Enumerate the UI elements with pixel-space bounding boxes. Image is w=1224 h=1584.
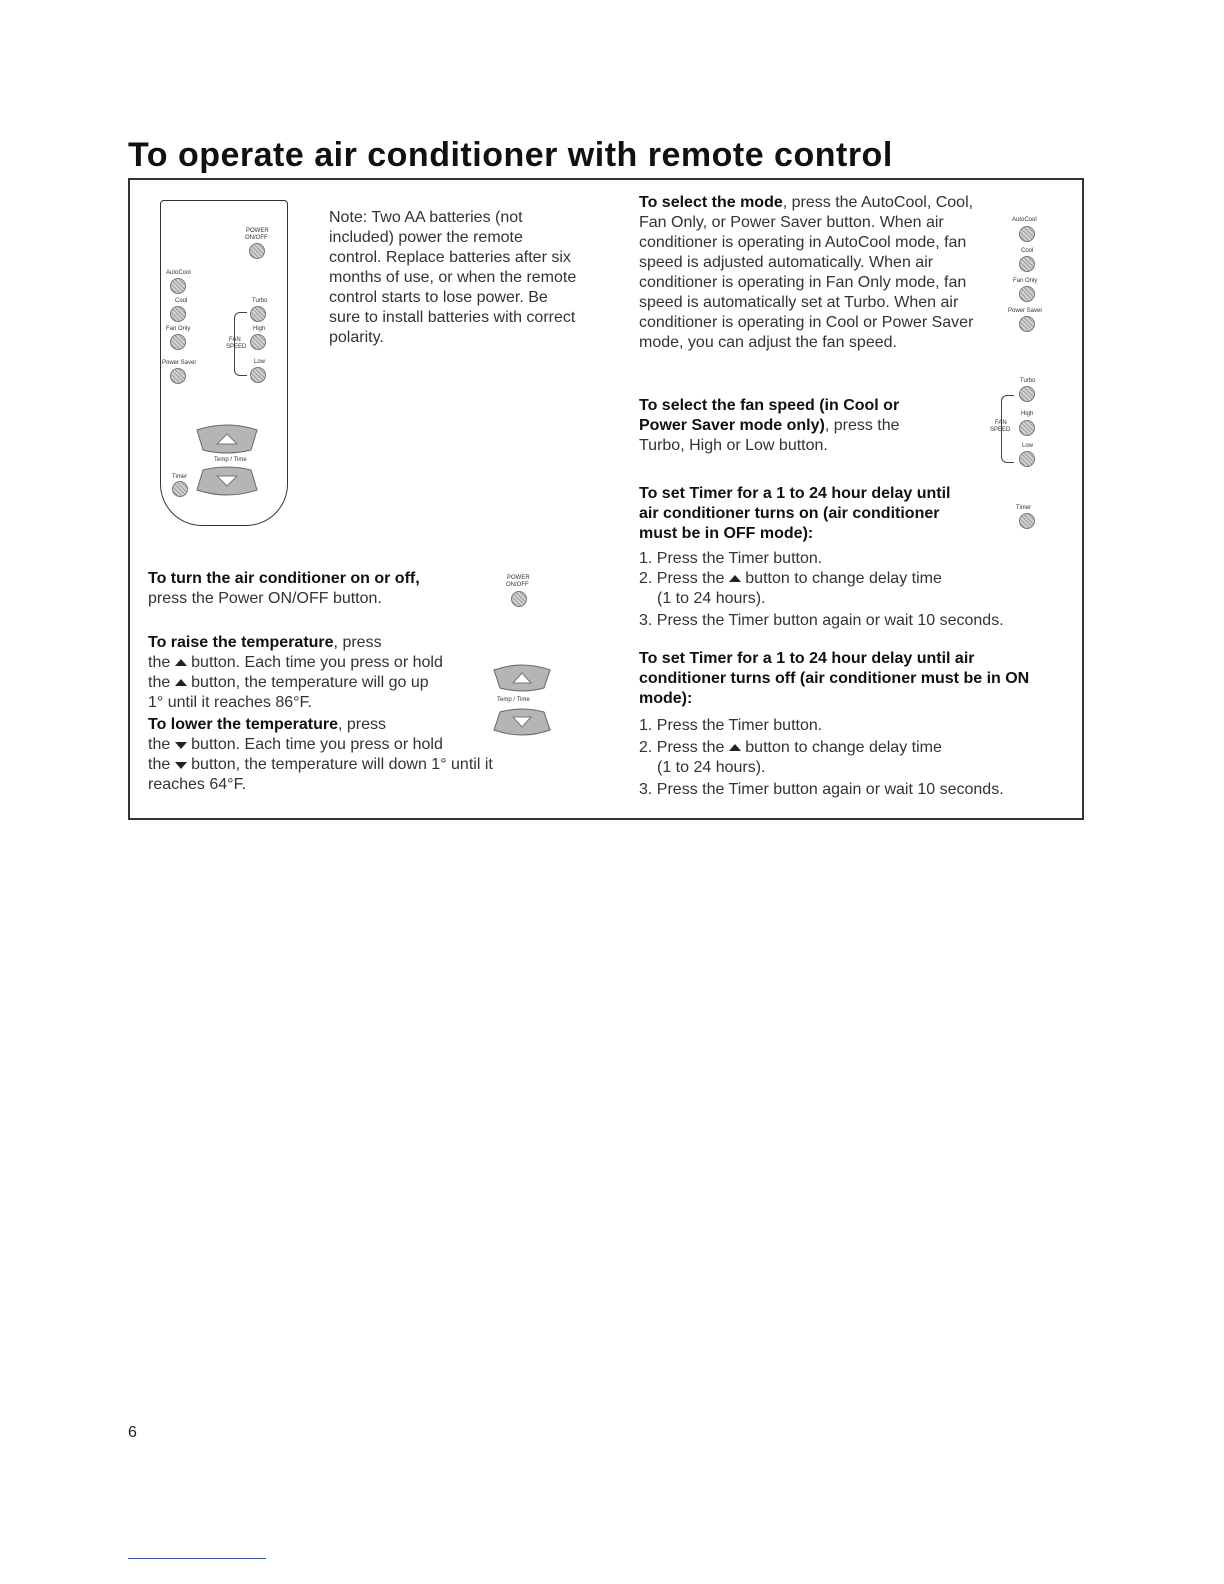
- remote-timer-button[interactable]: [172, 481, 188, 497]
- raise-line1: , press: [333, 634, 382, 651]
- fan-turbo-icon: [1019, 386, 1035, 402]
- remote-temp-time-label: Temp / Time: [214, 457, 247, 463]
- remote-fan-label: FAN: [229, 337, 241, 343]
- up-arrow-icon: [175, 659, 187, 666]
- timer-on-heading-text: To set Timer for a 1 to 24 hour delay until air conditioner turns on (air conditioner must be in OFF mode):: [639, 485, 951, 542]
- remote-fan-only-button[interactable]: [170, 334, 186, 350]
- page-number: 6: [128, 1424, 137, 1441]
- fan-speed-section: [639, 396, 949, 456]
- timer-off-step2b: button to change delay time: [745, 739, 942, 756]
- timer-on-step2a: 2. Press the: [639, 570, 725, 587]
- lower-line3a: the: [148, 756, 171, 773]
- lower-line4: reaches 64°F.: [148, 776, 247, 793]
- timer-off-step1: 1. Press the Timer button.: [639, 717, 823, 734]
- page-title: To operate air conditioner with remote control: [128, 136, 893, 174]
- timer-on-steps: [639, 549, 1059, 631]
- timer-on-step1: 1. Press the Timer button.: [639, 550, 823, 567]
- fan-high-label: High: [1021, 411, 1034, 417]
- remote-speed-label: SPEED: [226, 344, 247, 350]
- power-body: press the Power ON/OFF button.: [148, 590, 382, 607]
- lower-line2a: the: [148, 736, 171, 753]
- mode-autocool-label: AutoCool: [1012, 217, 1037, 223]
- remote-cool-label: Cool: [175, 298, 188, 304]
- mode-section: [639, 193, 979, 353]
- raise-line3b: button, the temperature will go up: [191, 674, 429, 691]
- power-section: [148, 569, 468, 609]
- mode-fan-only-label: Fan Only: [1013, 278, 1038, 284]
- mode-power-saver-label: Power Saver: [1008, 308, 1043, 314]
- power-button-icon: [511, 591, 527, 607]
- mode-cool-icon: [1019, 256, 1035, 272]
- timer-off-heading-text: To set Timer for a 1 to 24 hour delay until air conditioner turns off (air conditioner must be in ON mode):: [639, 650, 1030, 707]
- remote-power-button[interactable]: [249, 243, 265, 259]
- timer-on-label: Timer: [1016, 505, 1032, 511]
- remote-temp-up-button[interactable]: [195, 424, 259, 454]
- lower-line1: , press: [337, 716, 386, 733]
- remote-autocool-button[interactable]: [170, 278, 186, 294]
- timer-on-step3: 3. Press the Timer button again or wait 10 seconds.: [639, 612, 1004, 629]
- mode-power-saver-icon: [1019, 316, 1035, 332]
- remote-temp-down-button[interactable]: [195, 466, 259, 496]
- mode-heading: To select the mode: [639, 194, 783, 211]
- temp-time-icon-label: Temp / Time: [497, 697, 530, 703]
- remote-power-label: POWER: [246, 228, 269, 234]
- fan-speed-label: SPEED: [990, 427, 1011, 433]
- remote-low-label: Low: [254, 359, 266, 365]
- fan-speed-heading: To select the fan speed (in Cool or Power Saver mode only): [639, 397, 900, 434]
- mode-body: , press the AutoCool, Cool, Fan Only, or Power Saver button. When air conditioner is operating in AutoCool mode, fan speed is adjusted automatically. When air conditioner is operating in Fan Only mode, fan speed is automatically set at Turbo. When air conditioner is operating in Cool or Power Saver mode, you can adjust the fan speed.: [639, 194, 974, 351]
- remote-turbo-button[interactable]: [250, 306, 266, 322]
- raise-heading: To raise the temperature: [148, 634, 334, 651]
- raise-line4: 1° until it reaches 86°F.: [148, 694, 312, 711]
- fan-fan-label: FAN: [995, 420, 1007, 426]
- temp-up-icon: [492, 664, 552, 692]
- remote-high-button[interactable]: [250, 334, 266, 350]
- onoff-icon-label: ON/OFF: [506, 582, 529, 588]
- battery-note: Note: Two AA batteries (not included) power the remote control. Replace batteries after six months of use, or when the remote control starts to lose power. Be sure to install batteries with correct polarity.: [329, 209, 577, 346]
- footer-rule: [128, 1558, 266, 1559]
- remote-timer-label: Timer: [172, 474, 188, 480]
- fan-low-label: Low: [1022, 443, 1034, 449]
- up-arrow-icon: [729, 575, 741, 582]
- fan-turbo-label: Turbo: [1020, 378, 1036, 384]
- timer-on-step2c: (1 to 24 hours).: [657, 590, 766, 607]
- timer-off-step2c: (1 to 24 hours).: [657, 759, 766, 776]
- remote-power-saver-label: Power Saver: [162, 360, 197, 366]
- lower-line2b: button. Each time you press or hold: [191, 736, 443, 753]
- remote-onoff-label: ON/OFF: [245, 235, 268, 241]
- timer-off-heading: [639, 649, 1039, 709]
- fan-speed-body: , press the Turbo, High or Low button.: [639, 417, 900, 454]
- up-arrow-icon: [175, 679, 187, 686]
- mode-cool-label: Cool: [1021, 248, 1034, 254]
- lower-line3b: button, the temperature will down 1° until it: [191, 756, 493, 773]
- power-heading: To turn the air conditioner on or off,: [148, 570, 420, 587]
- mode-fan-only-icon: [1019, 286, 1035, 302]
- timer-on-heading: [639, 484, 959, 544]
- lower-section: [148, 715, 548, 795]
- down-arrow-icon: [175, 762, 187, 769]
- fan-low-icon: [1019, 451, 1035, 467]
- raise-section: [148, 633, 508, 713]
- timer-off-step2a: 2. Press the: [639, 739, 725, 756]
- raise-line2a: the: [148, 654, 171, 671]
- lower-heading: To lower the temperature: [148, 716, 338, 733]
- remote-low-button[interactable]: [250, 367, 266, 383]
- raise-line3a: the: [148, 674, 171, 691]
- remote-autocool-label: AutoCool: [166, 270, 191, 276]
- remote-cool-button[interactable]: [170, 306, 186, 322]
- power-icon-label: POWER: [507, 575, 530, 581]
- timer-off-step3: 3. Press the Timer button again or wait 10 seconds.: [639, 781, 1004, 798]
- fan-high-icon: [1019, 420, 1035, 436]
- timer-icon: [1019, 513, 1035, 529]
- mode-autocool-icon: [1019, 226, 1035, 242]
- timer-off-steps: [639, 716, 1059, 800]
- remote-fan-only-label: Fan Only: [166, 326, 191, 332]
- remote-turbo-label: Turbo: [252, 298, 268, 304]
- up-arrow-icon: [729, 744, 741, 751]
- remote-high-label: High: [253, 326, 266, 332]
- raise-line2b: button. Each time you press or hold: [191, 654, 443, 671]
- timer-on-step2b: button to change delay time: [745, 570, 942, 587]
- remote-power-saver-button[interactable]: [170, 368, 186, 384]
- down-arrow-icon: [175, 742, 187, 749]
